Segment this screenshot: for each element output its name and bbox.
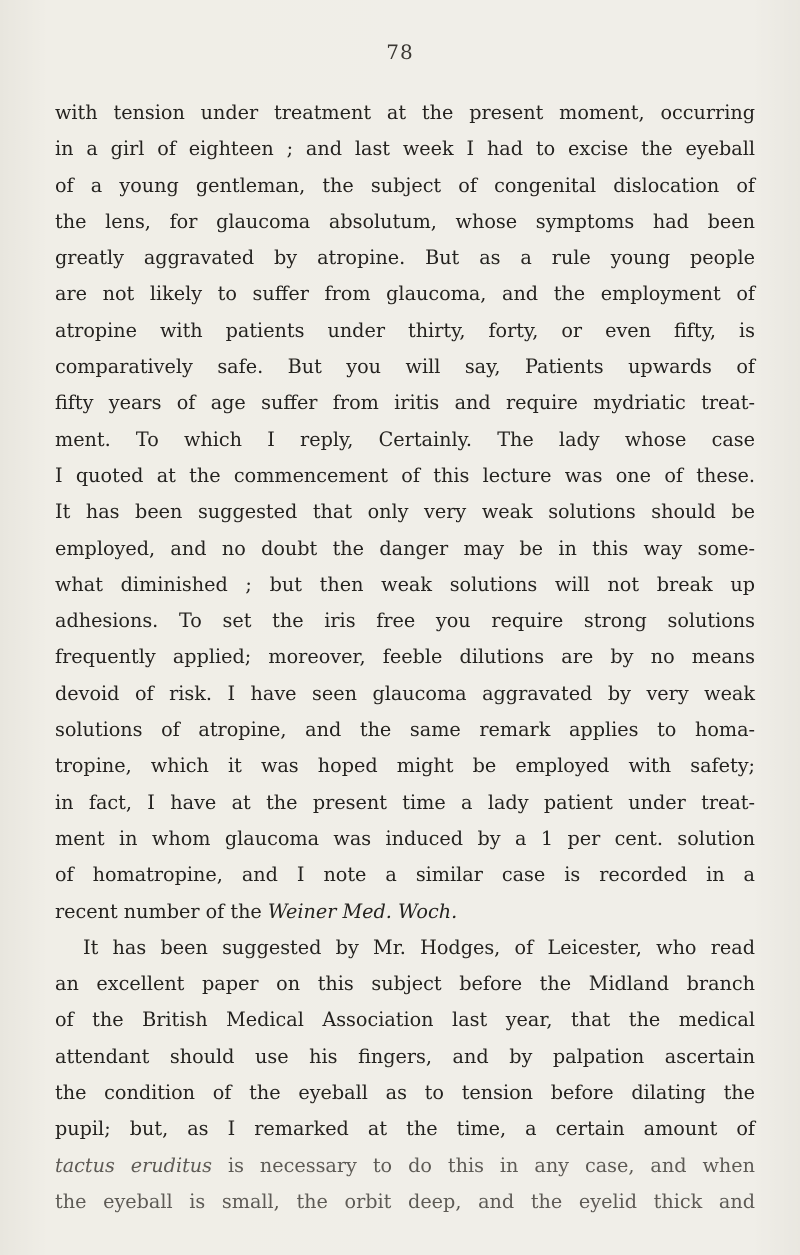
text-line: attendant should use his fingers, and by palpation ascertain [55,1044,755,1068]
text-line: frequently applied; moreover, feeble dilutions are by no means [55,645,755,669]
text-line: of homatropine, and I note a similar case is recorded in a [55,863,755,887]
text-line: I quoted at the commencement of this lecture was one of these. [55,463,755,487]
text-line [55,1148,755,1184]
text-line: greatly aggravated by atropine. But as a rule young people [55,246,755,270]
text-line: ment in whom glaucoma was induced by a 1 per cent. solution [55,826,755,850]
text-segment: recent number of the [55,899,268,923]
text-line: with tension under treatment at the present moment, occurring [55,101,755,124]
text-line: pupil; but, as I remarked at the time, a certain amount of [55,1117,755,1141]
text-line: devoid of risk. I have seen glaucoma aggravated by very weak [55,681,755,705]
text-line: of a young gentleman, the subject of congenital dislocation of [55,173,755,197]
text-line: tropine, which it was hoped might be employed with safety; [55,754,755,778]
text-line: what diminished ; but then weak solutions will not break up [55,572,755,596]
text-line: are not likely to suffer from glaucoma, and the employment of [55,282,755,306]
text-line: comparatively safe. But you will say, Patients upwards of [55,355,755,379]
text-line: employed, and no doubt the danger may be in this way some- [55,536,755,560]
text-line: It has been suggested by Mr. Hodges, of Leicester, who read [83,935,755,959]
journal-title: Weiner Med. Woch. [267,899,458,923]
body-text [55,95,755,1220]
text-line: an excellent paper on this subject before the Midland branch [55,972,755,996]
page-number: 78 [386,40,414,64]
text-line: in fact, I have at the present time a lady patient under treat- [55,790,755,814]
text-segment: is necessary to do this in any case, and when [212,1153,755,1177]
text-line: fifty years of age suffer from iritis and require mydriatic treat- [55,391,755,415]
text-line: in a girl of eighteen ; and last week I had to excise the eyeball [55,137,755,161]
text-line: atropine with patients under thirty, forty, or even fifty, is [55,318,755,342]
text-line: solutions of atropine, and the same remark applies to homa- [55,718,755,742]
text-line [55,894,755,930]
text-line: the condition of the eyeball as to tension before dilating the [55,1081,755,1105]
text-line: It has been suggested that only very weak solutions should be [55,500,755,524]
text-line: ment. To which I reply, Certainly. The lady whose case [55,427,755,451]
text-line: of the British Medical Association last year, that the medical [55,1008,755,1032]
latin-phrase: tactus eruditus [55,1153,212,1177]
text-line: the eyeball is small, the orbit deep, and the eyelid thick and [55,1189,755,1213]
text-line: the lens, for glaucoma absolutum, whose symptoms had been [55,209,755,233]
text-line: adhesions. To set the iris free you require strong solutions [55,609,755,633]
